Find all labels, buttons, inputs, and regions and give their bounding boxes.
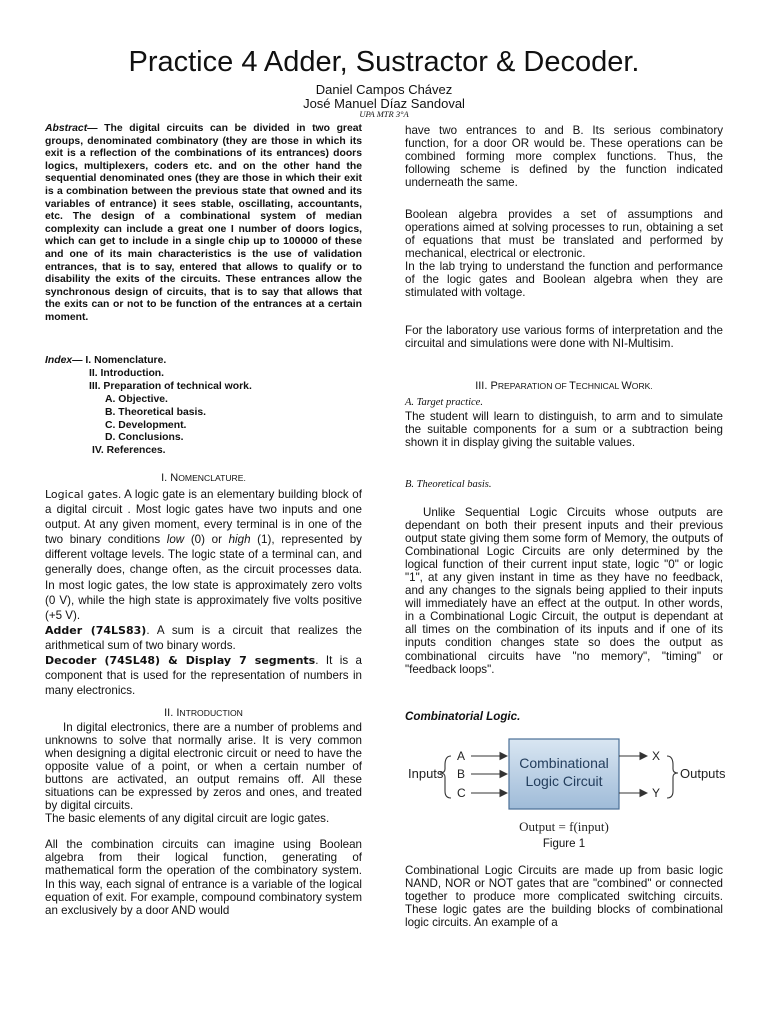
term-decoder: Decoder (74SL48) & Display 7 segments [45, 654, 316, 668]
index-item: C. Development. [105, 419, 187, 431]
abstract-dash: — [87, 123, 105, 134]
index-list [45, 355, 362, 458]
index-item: I. Nomenclature. [85, 355, 167, 366]
theory-text: Unlike Sequential Logic Circuits whose outputs are dependant on both their present inputs and their previous output state giving them some form of Memory, the outputs of Combinational Logic Circuits are only determined by the logical function of their current input state, logic "0" or logic "1", at any given instant in time as they have no feedback, and any changes to the signals being applied to their inputs will immediately have an effect at the output. In other words, in a Combinational Logic Circuit, the output is dependant at all times on the combination of its inputs and if one of its inputs condition changes state so does the output as combinational circuits have "no memory", "timing" or "feedback loops". [405, 506, 723, 676]
outputs-brace [667, 756, 678, 798]
inputs-label: Inputs [408, 766, 444, 781]
index-item: III. Preparation of technical work. [89, 380, 252, 392]
section-heading-nomenclature: I. NOMENCLATURE. [161, 472, 246, 484]
abstract-lead: Abstract [45, 123, 88, 134]
section-heading-preparation: III. PREPARATION OF TECHNICAL WORK. [475, 380, 653, 392]
introduction-text [45, 721, 362, 917]
target-text: The student will learn to distinguish, to arm and to simulate the suitable components for a sum or a subtraction being shown it in display giving the suitable values. [405, 410, 723, 450]
figure-formula: Output = f(input) [519, 819, 609, 834]
subheading-target: A. Target practice. [405, 397, 483, 408]
index-item: A. Objective. [105, 393, 168, 405]
outputs-label: Outputs [680, 766, 726, 781]
intro-paragraph: All the combination circuits can imagine using Boolean algebra from their logical function, generating of mathematical form the operation of the combinatory system. In this way, each signal of entrance is a variable of the logical equation of exit. For example, compound combinatory system an exclusively by a door AND would [45, 838, 362, 917]
affiliation: UPA MTR 3°A [359, 109, 409, 119]
figure-1-diagram [405, 735, 735, 853]
index-dash: — [72, 355, 86, 366]
right-paragraph: In the lab trying to understand the function and performance of the logic gates and Boolean algebra when they are stimulated with voltage. [405, 260, 723, 300]
box-label-line-1: Combinational [519, 755, 609, 771]
intro-paragraph: In digital electronics, there are a number of problems and unknowns to solve that normally arise. It is very common when designing a digital electronic circuit or need to have the opposite value of a point, or when a certain number of buttons are activated, an output remains off. All these situations can be expressed by zeros and ones, and treated by digital circuits. [45, 721, 362, 813]
paper-title: Practice 4 Adder, Sustractor & Decoder. [128, 46, 640, 78]
index-item: II. Introduction. [89, 367, 165, 379]
output-x-label: X [652, 749, 661, 763]
figure-caption: Figure 1 [542, 838, 586, 850]
right-paragraphs [405, 208, 723, 299]
box-label-line-2: Logic Circuit [525, 773, 603, 789]
abstract [45, 123, 362, 325]
input-a-label: A [457, 749, 466, 763]
combinatorial-logic-heading: Combinatorial Logic. [405, 710, 521, 723]
abstract-text: The digital circuits can be divided in two great groups, denominated combinatory (they are those in which its exit is a reflection of the combinations of its entrances) doors logics, multiplexers, coders etc. and on the other hand the sequential denominated ones (they are those in which their exit is a combination between the previous state that owned and its variables of entrance) it sees stable, oscillating, accountants, etc. The design of a combinational system of median complexity can include a great one I number of doors logics, which can get to include in a single chip up to 100000 of these and one of its main characteristics is the use of validation entrances, that is to say, entered that allows to qualify or to disability the exits of the circuits. These entrances allow the synchronous design of circuits, that is to say that allows that the exits can or not to be function of the entrances at a certain moment. [45, 123, 362, 323]
term-adder: Adder (74LS83) [45, 623, 147, 637]
nomenclature-text: Logical gates. A logic gate is an elementary building block of a digital circuit . Most logic gates have two inputs and one output. At any given moment, every terminal is in one of the two binary conditions low (0) or high (1), represented by different voltage levels. The logic state of a terminal can, and generally does, change often, as the circuit processes data. In most logic gates, the low state is approximately zero volts (0 V), while the high state is approximately five volts positive (+5 V). Adder (74LS83). A sum is a circuit that realizes the arithmetical sum of two binary words. Decoder (74SL48) & Display 7 segments. It is a component that is used for the representation of numbers in many electronics. [45, 488, 362, 698]
right-paragraph: Boolean algebra provides a set of assumptions and operations aimed at solving processes to run, obtaining a set of equations that must be translated and performed by mechanical, electrical or electronic. [405, 208, 723, 261]
section-heading-introduction: II. INTRODUCTION [164, 707, 243, 719]
right-paragraph: For the laboratory use various forms of interpretation and the circuital and simulations were done with NI-Multisim. [405, 324, 723, 351]
right-paragraph: have two entrances to and B. Its serious combinatory function, for a door OR would be. These operations can be combined forming more complex functions. Thus, the following scheme is defined by the function indicated underneath the same. [405, 124, 723, 190]
author-1: Daniel Campos Chávez [315, 82, 453, 97]
author-2: José Manuel Díaz Sandoval [303, 96, 465, 111]
index-lead: Index [45, 355, 73, 366]
input-c-label: C [457, 786, 466, 800]
index-item: IV. References. [92, 445, 166, 457]
final-text: Combinational Logic Circuits are made up from basic logic NAND, NOR or NOT gates that are "combined" or connected together to produce more complicated switching circuits. These logic gates are the building blocks of combinational logic circuits. An example of a [405, 864, 723, 930]
intro-paragraph: The basic elements of any digital circuit are logic gates. [45, 812, 330, 826]
input-b-label: B [457, 767, 466, 781]
index-item: B. Theoretical basis. [105, 406, 207, 418]
index-item: D. Conclusions. [105, 432, 184, 444]
term-logical-gates: Logical gates [45, 488, 118, 501]
subheading-theory: B. Theoretical basis. [405, 479, 492, 490]
output-y-label: Y [652, 786, 661, 800]
